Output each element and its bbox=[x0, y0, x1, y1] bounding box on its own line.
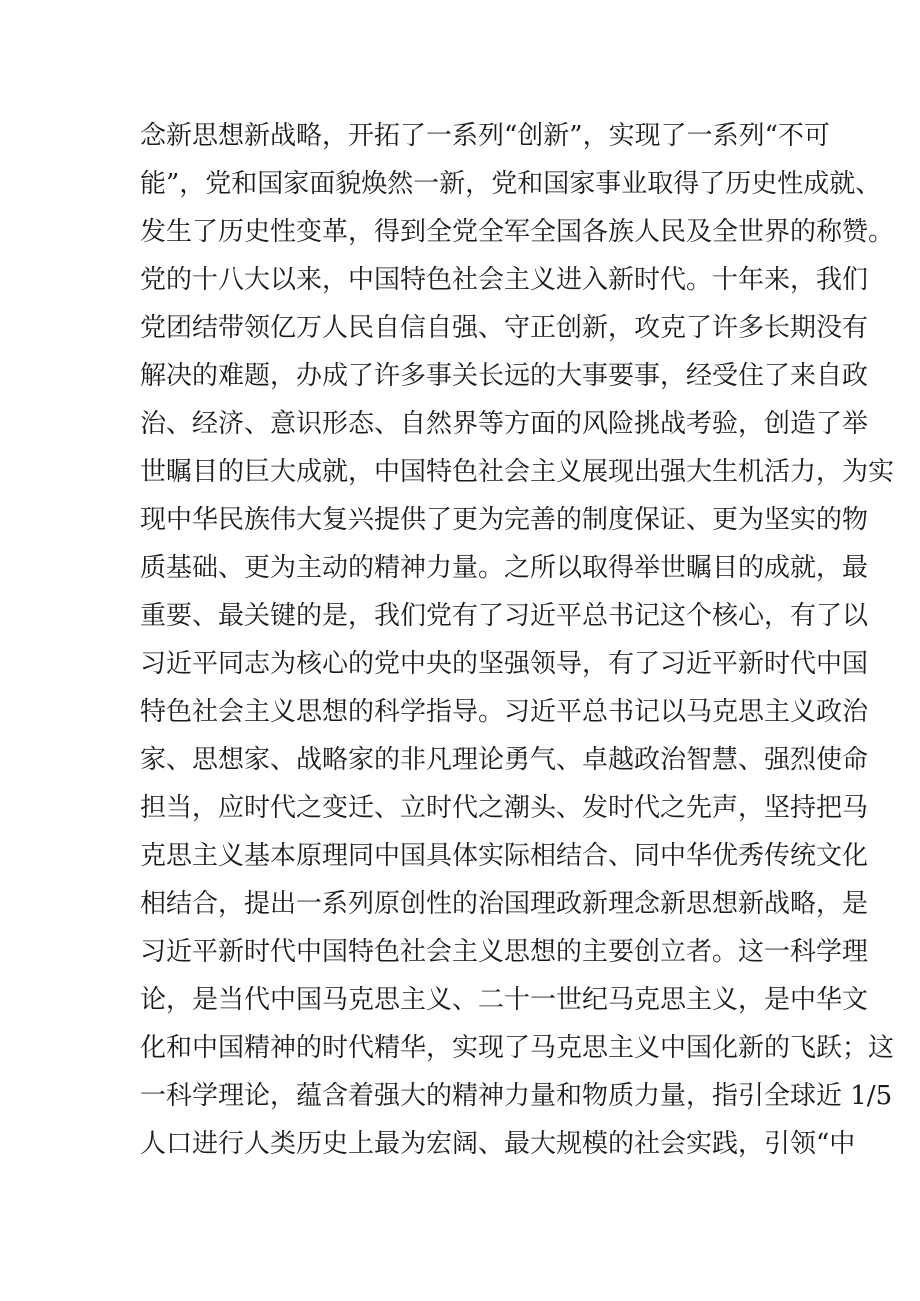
text-line-14: 家、思想家、战略家的非凡理论勇气、卓越政治智慧、强烈使命 bbox=[140, 745, 869, 775]
text-line-1: 念新思想新战略，开拓了一系列“创新”，实现了一系列“不可 bbox=[140, 121, 830, 151]
text-line-3: 发生了历史性变革，得到全党全军全国各族人民及全世界的称赞。 bbox=[140, 217, 895, 247]
text-line-5: 党团结带领亿万人民自信自强、守正创新，攻克了许多长期没有 bbox=[140, 313, 869, 343]
text-line-12: 习近平同志为核心的党中央的坚强领导，有了习近平新时代中国 bbox=[140, 649, 869, 679]
body-text bbox=[140, 112, 895, 1168]
text-line-15: 担当，应时代之变迁、立时代之潮头、发时代之先声，坚持把马 bbox=[140, 793, 869, 823]
text-line-8: 世瞩目的巨大成就，中国特色社会主义展现出强大生机活力，为实 bbox=[140, 457, 895, 487]
text-line-9: 现中华民族伟大复兴提供了更为完善的制度保证、更为坚实的物 bbox=[140, 505, 869, 535]
text-line-7: 治、经济、意识形态、自然界等方面的风险挑战考验，创造了举 bbox=[140, 409, 869, 439]
text-line-2: 能”，党和国家面貌焕然一新，党和国家事业取得了历史性成就、 bbox=[140, 169, 882, 199]
text-line-10: 质基础、更为主动的精神力量。之所以取得举世瞩目的成就，最 bbox=[140, 553, 869, 583]
text-line-11: 重要、最关键的是，我们党有了习近平总书记这个核心，有了以 bbox=[140, 601, 869, 631]
text-line-20: 化和中国精神的时代精华，实现了马克思主义中国化新的飞跃；这 bbox=[140, 1033, 895, 1063]
text-line-17: 相结合，提出一系列原创性的治国理政新理念新思想新战略，是 bbox=[140, 889, 869, 919]
text-line-13: 特色社会主义思想的科学指导。习近平总书记以马克思主义政治 bbox=[140, 697, 869, 727]
text-line-18: 习近平新时代中国特色社会主义思想的主要创立者。这一科学理 bbox=[140, 937, 869, 967]
text-line-16: 克思主义基本原理同中国具体实际相结合、同中华优秀传统文化 bbox=[140, 841, 869, 871]
text-line-19: 论，是当代中国马克思主义、二十一世纪马克思主义，是中华文 bbox=[140, 985, 869, 1015]
text-line-4: 党的十八大以来，中国特色社会主义进入新时代。十年来，我们 bbox=[140, 265, 869, 295]
text-line-6: 解决的难题，办成了许多事关长远的大事要事，经受住了来自政 bbox=[140, 361, 869, 391]
text-line-22: 人口进行人类历史上最为宏阔、最大规模的社会实践，引领“中 bbox=[140, 1129, 856, 1159]
text-line-21: 一科学理论，蕴含着强大的精神力量和物质力量，指引全球近 1/5 bbox=[140, 1081, 893, 1111]
